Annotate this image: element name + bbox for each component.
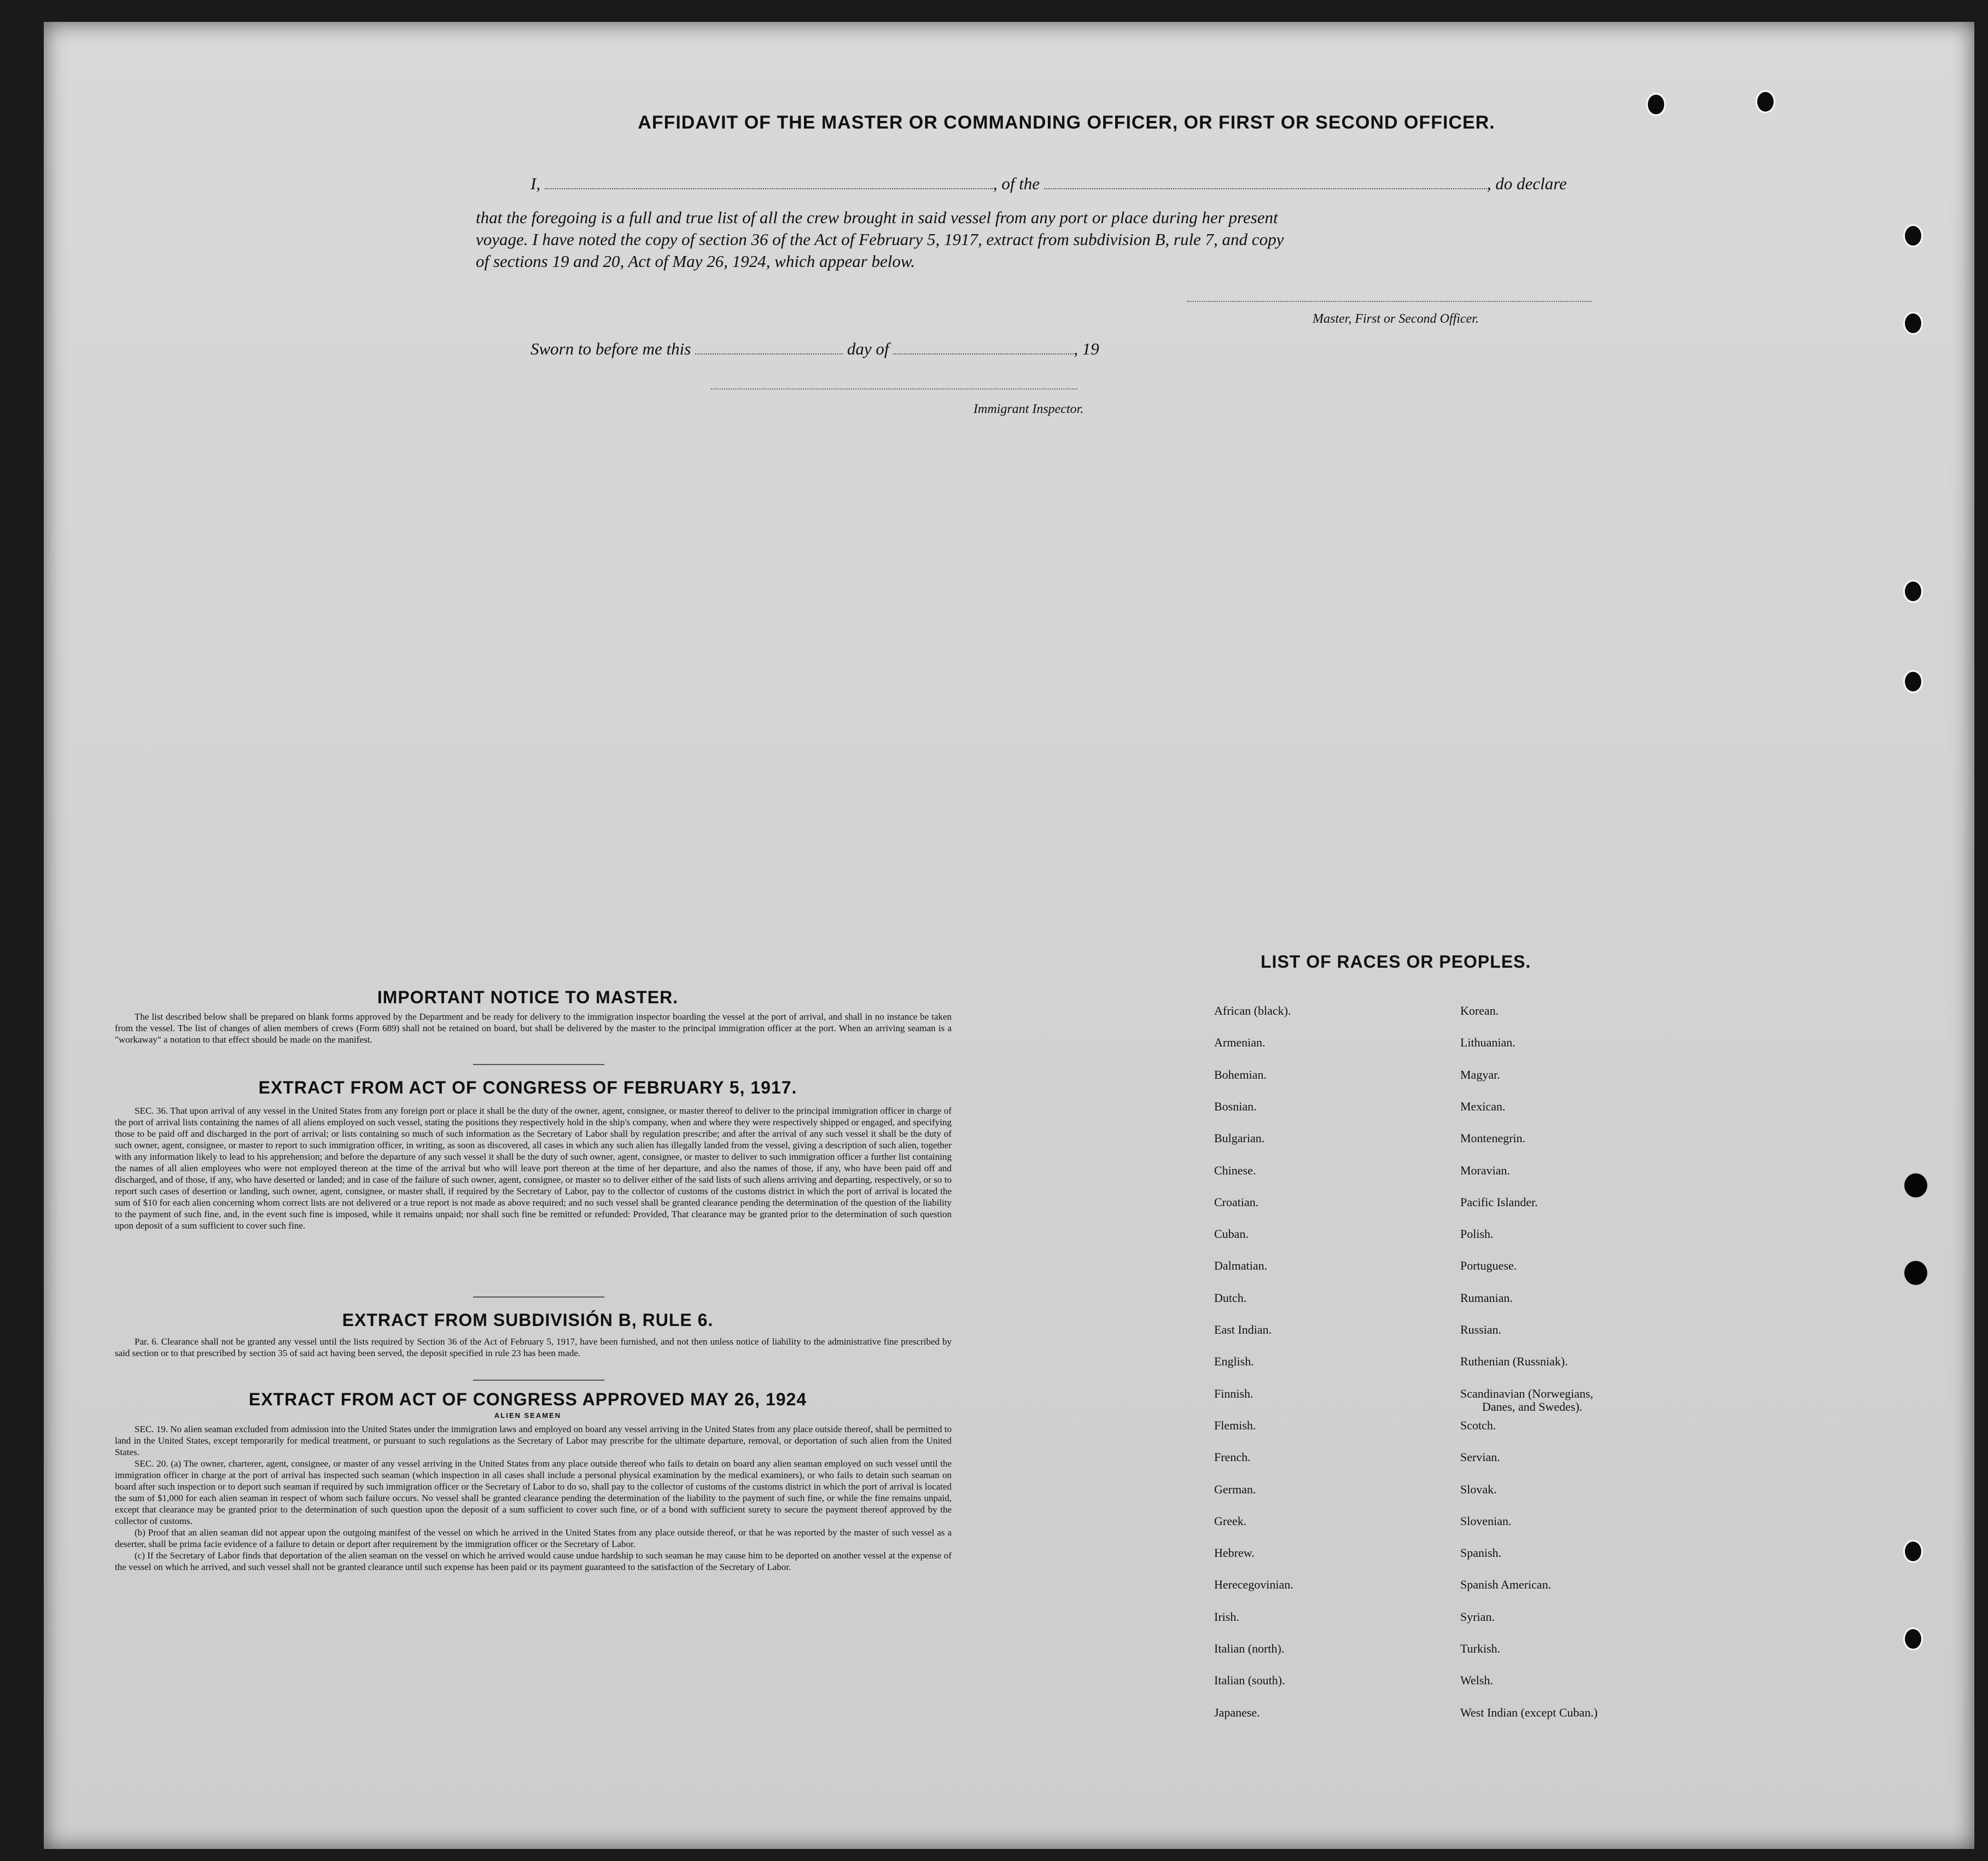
race-item: Turkish. [1460,1642,1501,1655]
race-item: Italian (north). [1214,1642,1285,1655]
section-divider [473,1380,604,1381]
race-item: Chinese. [1214,1163,1256,1177]
punch-hole [1903,224,1923,247]
affidavit-text-line: of sections 19 and 20, Act of May 26, 1924, which appear below. [476,252,916,271]
race-item: Spanish American. [1460,1578,1552,1592]
race-item: Greek. [1214,1514,1247,1528]
sworn-line [530,339,1099,359]
affidavit-text-line: voyage. I have noted the copy of section 36 of the Act of February 5, 1917, extract from subdivision B, rule 7, and copy [476,230,1284,249]
race-item: Pacific Islander. [1460,1195,1538,1209]
race-item: Flemish. [1214,1418,1256,1432]
race-item: Portuguese. [1460,1259,1517,1273]
race-item: African (black). [1214,1004,1291,1017]
race-item: Herecegovinian. [1214,1578,1293,1592]
race-item: Magyar. [1460,1067,1500,1081]
race-item: Rumanian. [1460,1290,1513,1305]
section-20c-paragraph: (c) If the Secretary of Labor finds that deportation of the alien seaman on the vessel on which he arrived would cause undue hardship to such seaman he may cause him to be deported on another vessel at the expense of the vessel on which he arrived, and such vessel shall not be granted clearance until such expense has been paid or its payment guaranteed to the satisfaction of the Secretary of Labor. [115,1550,952,1572]
punch-hole [1904,1261,1927,1285]
master-signature-label: Master, First or Second Officer. [1313,312,1479,326]
race-item: English. [1214,1354,1254,1369]
punch-hole [1903,670,1923,693]
race-item: Slovak. [1460,1482,1497,1496]
race-item: Hebrew. [1214,1546,1255,1560]
sworn-month-field[interactable] [893,340,1074,354]
affidavit-text-line: that the foregoing is a full and true list of all the crew brought in said vessel from any port or place during her present [476,208,1278,227]
sworn-day-field[interactable] [695,340,843,354]
race-item: Polish. [1460,1227,1494,1241]
race-item: Mexican. [1460,1099,1506,1113]
punch-hole [1903,1627,1923,1650]
race-item: Croatian. [1214,1195,1259,1209]
affidavit-of-the-label: , of the [993,174,1040,193]
punch-hole [1646,93,1666,116]
officer-name-field[interactable] [545,175,993,189]
notice-paragraph: The list described below shall be prepared on blank forms approved by the Department and be ready for delivery to the immigration inspector boarding the vessel at the port of arrival, and shall in no instance be taken from the vessel. The list of changes of alien members of crews (Form 689) shall not be retained on board, but shall be delivered by the master to the principal immigration officer at the port. When an arriving seaman is a "workaway" a notation to that effect should be made on the manifest. [115,1011,952,1045]
race-item: Irish. [1214,1609,1239,1624]
rule-6-paragraph: Par. 6. Clearance shall not be granted any vessel until the lists required by Section 36 of the Act of February 5, 1917, have been furnished, and not then unless notice of liability to the administrative fine prescribed by said section or to that prescribed by section 35 of said act having been served, the deposit specified in rule 23 has been made. [115,1336,952,1358]
sworn-year-label: , 19 [1074,339,1099,358]
race-item: Lithuanian. [1460,1036,1515,1050]
extract-1917-body [115,1105,952,1231]
section-36-paragraph: SEC. 36. That upon arrival of any vessel in the United States from any foreign port or place it shall be the duty of the owner, agent, consignee, or master thereof to deliver to the principal immigration officer in charge of the port of arrival lists containing the names of all aliens employed on such vessel, stating the positions they respectively hold in the ship's company, when and where they were respectively shipped or engaged, and specifying those to be paid off and discharged in the port of arrival; or lists containing so much of such information as the Secretary of Labor shall by regulation prescribe; and after the arrival of any such vessel it shall be the duty of such owner, agent, consignee, or master to report to such immigration officer, in writing, as soon as discovered, all cases in which any such alien has illegally landed from the vessel, giving a description of such alien, together with any information likely to lead to his apprehension; and before the departure of any such vessel it shall be the duty of such owner, agent, consignee, or master to deliver to such immigration officer a further list containing the names of all alien employees who were not employed thereon at the time of the arrival but who will leave port thereon at the time of her departure, and also the names of those, if any, who have been paid off and discharged, and of those, if any, who have deserted or landed; and in case of the failure of such owner, agent, consignee, or master so to deliver either of the said lists of such aliens arriving and departing, respectively, or so to report such cases of desertion or landing, such owner, agent, consignee, or master shall, if required by the Secretary of Labor, pay to the collector of customs of the customs district in which the port of arrival is located the sum of $10 for each alien concerning whom correct lists are not delivered or a true report is not made as above required; and no such vessel shall be granted clearance pending the determination of the question of the liability to the payment of such fine, and, in the event such fine is imposed, while it remains unpaid; nor shall such fine be remitted or refunded: Provided, That clearance may be granted prior to the determination of such question upon deposit of a sum sufficient to cover such fine. [115,1106,952,1231]
punch-hole [1756,90,1775,113]
race-item: Scandinavian (Norwegians, [1460,1386,1594,1400]
extract-1924-body [115,1423,952,1573]
race-item: Russian. [1460,1323,1502,1336]
vessel-name-field[interactable] [1044,175,1487,189]
extract-1924-title: EXTRACT FROM ACT OF CONGRESS APPROVED MAY 26, 1924 [248,1389,807,1409]
race-item: Montenegrin. [1460,1131,1526,1145]
race-item: Italian (south). [1214,1673,1285,1688]
race-item: West Indian (except Cuban.) [1460,1705,1598,1719]
punch-hole [1903,312,1923,335]
punch-hole [1903,580,1923,603]
punch-hole [1904,1173,1927,1197]
race-item: Bulgarian. [1214,1131,1265,1145]
race-item: Slovenian. [1460,1514,1512,1528]
notice-title: IMPORTANT NOTICE TO MASTER. [377,987,679,1007]
race-item: Servian. [1460,1450,1500,1464]
race-item: Syrian. [1460,1609,1495,1624]
affidavit-declare-label: , do declare [1486,174,1567,193]
affidavit-declaration-line [530,174,1567,194]
races-list-title: LIST OF RACES OR PEOPLES. [1261,952,1531,972]
inspector-signature-line[interactable] [711,388,1077,389]
signature-line[interactable] [1187,301,1591,302]
affidavit-i-label: I, [530,174,541,193]
race-item: French. [1214,1450,1251,1464]
sworn-day-of-label: day of [847,339,889,358]
extract-rule6-body [115,1336,952,1359]
race-item: Danes, and Swedes). [1482,1399,1583,1414]
race-item: Bosnian. [1214,1099,1257,1113]
race-item: Bohemian. [1214,1067,1267,1081]
extract-rule6-title: EXTRACT FROM SUBDIVISIÓN B, RULE 6. [342,1310,714,1330]
race-item: Ruthenian (Russniak). [1460,1354,1568,1369]
race-item: Spanish. [1460,1546,1502,1560]
race-item: Armenian. [1214,1036,1266,1050]
manifest-page [44,22,1974,1849]
punch-hole [1903,1540,1923,1563]
notice-body [115,1011,952,1045]
race-item: Dalmatian. [1214,1259,1268,1273]
section-divider [473,1296,604,1298]
race-item: Scotch. [1460,1418,1496,1432]
alien-seamen-subtitle: ALIEN SEAMEN [494,1411,562,1420]
section-19-paragraph: SEC. 19. No alien seaman excluded from admission into the United States under the immigration laws and employed on board any vessel arriving in the United States from any place outside thereof, shall be permitted to land in the United States, except temporarily for medical treatment, or pursuant to such regulations as the Secretary of Labor may prescribe for the ultimate departure, removal, or deportation of such alien from the United States. [115,1424,952,1457]
race-item: Welsh. [1460,1673,1493,1688]
race-item: East Indian. [1214,1323,1272,1336]
race-item: Korean. [1460,1004,1499,1017]
race-item: Finnish. [1214,1386,1254,1400]
section-divider [473,1064,604,1065]
affidavit-title: AFFIDAVIT OF THE MASTER OR COMMANDING OFFICER, OR FIRST OR SECOND OFFICER. [638,112,1495,133]
race-item: Dutch. [1214,1290,1247,1305]
section-20b-paragraph: (b) Proof that an alien seaman did not appear upon the outgoing manifest of the vessel on which he arrived in the United States from any place outside thereof, or that he was reported by the master of such vessel as a deserter, shall be prima facie evidence of a failure to detain or deport after requirement by the immigration officer or the Secretary of Labor. [115,1527,952,1549]
section-20a-paragraph: SEC. 20. (a) The owner, charterer, agent, consignee, or master of any vessel arriving in the United States from any place outside thereof who fails to detain on board any alien seaman employed on such vessel until the immigration officer in charge at the port of arrival has inspected such seaman (which inspection in all cases shall include a personal physical examination by the medical examiners), or who fails to detain such seaman on board after such inspection or to deport such seaman if required by such immigration officer or the Secretary of Labor to do so, shall pay to the collector of customs of the customs district in which the port of arrival is located the sum of $1,000 for each alien seaman in respect of whom such failure occurs. No vessel shall be granted clearance pending the determination of the liability to the payment of such fine, or while the fine remains unpaid, except that clearance may be granted prior to the determination of such question upon the deposit of a sum sufficient to cover such fine, or of a bond with sufficient surety to secure the payment thereof approved by the collector of customs. [115,1458,952,1526]
race-item: German. [1214,1482,1256,1496]
extract-1917-title: EXTRACT FROM ACT OF CONGRESS OF FEBRUARY 5, 1917. [258,1078,797,1097]
race-item: Japanese. [1214,1705,1260,1719]
sworn-prefix: Sworn to before me this [530,339,691,358]
race-item: Moravian. [1460,1163,1511,1177]
race-item: Cuban. [1214,1227,1249,1241]
immigrant-inspector-label: Immigrant Inspector. [973,402,1084,416]
